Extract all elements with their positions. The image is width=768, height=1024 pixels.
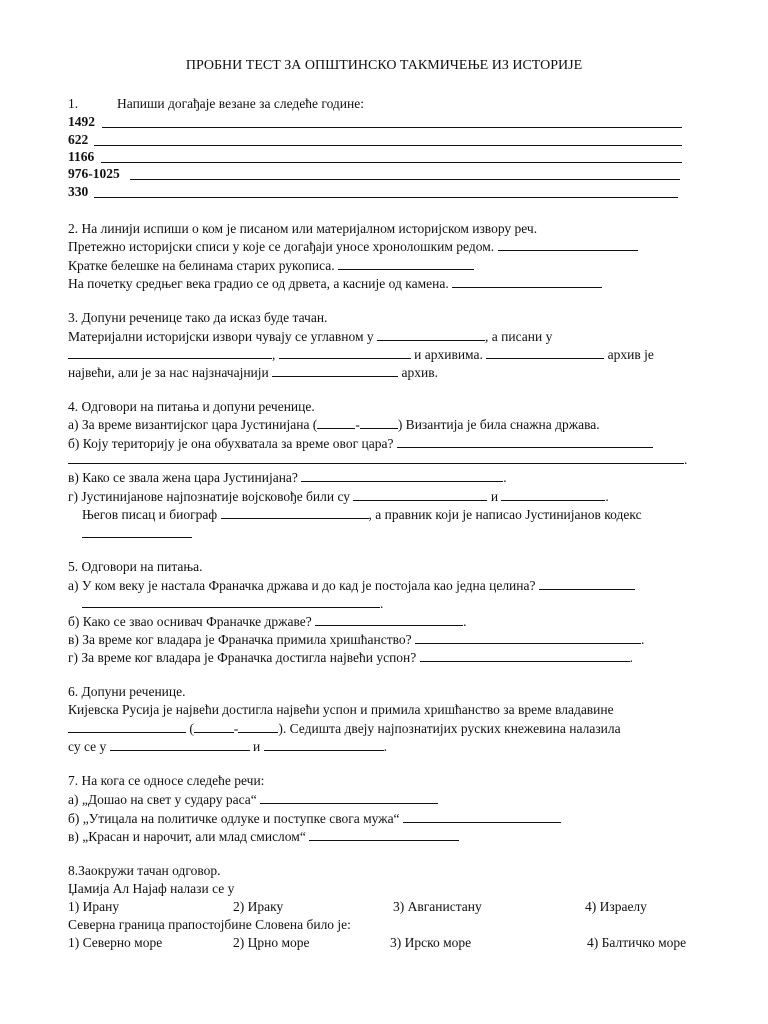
answer-blank[interactable] bbox=[498, 238, 638, 251]
q5-item-b: б) Како се звао оснивач Франачке државе? . bbox=[68, 614, 467, 629]
q3-text: архив је bbox=[607, 347, 654, 362]
answer-blank[interactable] bbox=[264, 738, 384, 751]
option[interactable]: 1) Ирану bbox=[68, 899, 120, 914]
q6-text: и bbox=[252, 739, 261, 754]
answer-line[interactable] bbox=[130, 179, 680, 180]
q6-text: - bbox=[233, 721, 239, 736]
option[interactable]: 1) Северно море bbox=[68, 935, 163, 950]
option[interactable]: 2) Црно море bbox=[233, 935, 310, 950]
q3-line-3 bbox=[68, 364, 438, 381]
q8-question-1: Џамија Ал Најаф налази се у bbox=[68, 881, 235, 896]
answer-blank[interactable] bbox=[420, 649, 630, 662]
answer-blank[interactable] bbox=[82, 595, 380, 608]
answer-blank[interactable] bbox=[486, 346, 604, 359]
q5-heading: 5. Одговори на питања. bbox=[68, 559, 203, 574]
q6-line-3: су се у и . bbox=[68, 739, 387, 754]
q7-text: в) „Красан и нарочит, али млад смислом“ bbox=[68, 829, 306, 844]
q6-line-1: Кијевска Русија је највећи достигла највећи успон и примила хришћанство за време владавине bbox=[68, 702, 614, 717]
answer-blank[interactable] bbox=[238, 720, 278, 733]
answer-blank[interactable] bbox=[317, 416, 355, 429]
q8-question-2: Северна граница прапостојбине Словена било је: bbox=[68, 917, 351, 932]
q6-heading: 6. Допуни реченице. bbox=[68, 684, 186, 699]
q5-item-d: г) За време ког владара је Франачка достигла највећи успон? . bbox=[68, 650, 634, 665]
answer-blank[interactable] bbox=[415, 631, 641, 644]
period: . bbox=[684, 452, 688, 467]
q7-item-c bbox=[68, 828, 459, 845]
year-label: 1166 bbox=[68, 149, 95, 164]
q2-item-text: На почетку средњег века градио се од дрвета, а касније од камена. bbox=[68, 276, 449, 291]
answer-line[interactable] bbox=[68, 463, 684, 464]
q4-text: Његов писац и биограф bbox=[82, 507, 218, 522]
q2-item-text: Претежно историјски списи у које се догађаји уносе хронолошким редом. bbox=[68, 239, 495, 254]
answer-blank[interactable] bbox=[68, 346, 272, 359]
year-label: 622 bbox=[68, 132, 89, 147]
q4-text: ) Византија је била снажна држава. bbox=[397, 417, 600, 432]
q5-item-a bbox=[68, 577, 635, 594]
q3-text: Материјални историјски извори чувају се углавном у bbox=[68, 329, 374, 344]
answer-blank[interactable] bbox=[539, 577, 635, 590]
option[interactable]: 4) Израелу bbox=[585, 899, 647, 914]
q5-text: в) За време ког владара је Франачка примила хришћанство? bbox=[68, 632, 412, 647]
option[interactable]: 3) Ирско море bbox=[390, 935, 472, 950]
answer-blank[interactable] bbox=[452, 275, 602, 288]
q4-item-e-cont bbox=[82, 525, 192, 542]
q6-text: су се у bbox=[68, 739, 107, 754]
q7-item-a bbox=[68, 791, 438, 808]
q3-text: и архивима. bbox=[414, 347, 483, 362]
answer-blank[interactable] bbox=[221, 506, 369, 519]
q5-text: а) У ком веку је настала Франачка држава и до кад је постојала као једна целина? bbox=[68, 578, 536, 593]
q4-text: - bbox=[355, 417, 360, 432]
q4-text: б) Коју територију је она обухватала за време овог цара? bbox=[68, 436, 394, 451]
answer-blank[interactable] bbox=[260, 791, 438, 804]
q3-text: , а писани у bbox=[485, 329, 553, 344]
year-label: 976-1025 bbox=[68, 166, 120, 181]
answer-blank[interactable] bbox=[338, 257, 474, 270]
q2-item-3 bbox=[68, 275, 602, 292]
page-title: ПРОБНИ ТЕСТ ЗА ОПШТИНСКО ТАКМИЧЕЊЕ ИЗ ИСТОРИЈЕ bbox=[185, 58, 583, 73]
q3-text: , bbox=[272, 347, 276, 362]
option[interactable]: 4) Балтичко море bbox=[587, 935, 687, 950]
q2-heading: 2. На линији испиши о ком је писаном или материјалном историјском извору реч. bbox=[68, 221, 538, 236]
answer-blank[interactable] bbox=[403, 810, 561, 823]
answer-blank[interactable] bbox=[360, 416, 398, 429]
q6-line-2 bbox=[68, 720, 621, 737]
q3-line-1 bbox=[68, 328, 552, 345]
q2-item-1 bbox=[68, 238, 638, 255]
q3-heading: 3. Допуни реченице тако да исказ буде тачан. bbox=[68, 310, 328, 325]
q5-text: б) Како се звао оснивач Франачке државе? bbox=[68, 614, 312, 629]
year-label: 1492 bbox=[68, 114, 95, 129]
q5-item-a-cont: . bbox=[82, 595, 383, 612]
q4-item-a bbox=[68, 416, 600, 433]
answer-blank[interactable] bbox=[315, 613, 463, 626]
q2-item-2 bbox=[68, 257, 474, 274]
answer-line[interactable] bbox=[94, 197, 678, 198]
answer-blank[interactable] bbox=[68, 720, 186, 733]
q6-text: ). Седишта двеју најпознатијих руских кнежевина налазила bbox=[278, 721, 621, 736]
q4-text: а) За време византијског цара Јустинијана ( bbox=[68, 417, 318, 432]
q4-heading: 4. Одговори на питања и допуни реченице. bbox=[68, 399, 315, 414]
year-label: 330 bbox=[68, 184, 89, 199]
answer-blank[interactable] bbox=[377, 328, 485, 341]
q7-item-b bbox=[68, 810, 561, 827]
q4-item-d: г) Јустинијанове најпознатије војсковође били су и . bbox=[68, 489, 609, 504]
q3-text: архив. bbox=[401, 365, 438, 380]
q3-text: највећи, али је за нас најзначајнији bbox=[68, 365, 269, 380]
option[interactable]: 3) Авганистану bbox=[393, 899, 482, 914]
q4-item-b bbox=[68, 435, 653, 452]
q4-text: и bbox=[490, 489, 499, 504]
answer-line[interactable] bbox=[94, 145, 682, 146]
q5-item-c: в) За време ког владара је Франачка примила хришћанство? . bbox=[68, 632, 645, 647]
answer-blank[interactable] bbox=[279, 346, 411, 359]
answer-line[interactable] bbox=[102, 127, 682, 128]
q4-text: г) Јустинијанове најпознатије војсковође били су bbox=[68, 489, 351, 504]
q4-item-e bbox=[82, 506, 642, 523]
q1-number: 1. bbox=[68, 96, 79, 111]
q7-heading: 7. На кога се односе следеће речи: bbox=[68, 773, 265, 788]
q7-text: б) „Утицала на политичке одлуке и поступке свога мужа“ bbox=[68, 811, 400, 826]
answer-blank[interactable] bbox=[82, 525, 192, 538]
answer-blank[interactable] bbox=[353, 488, 487, 501]
q8-heading: 8.Заокружи тачан одговор. bbox=[68, 863, 221, 878]
answer-blank[interactable] bbox=[501, 488, 605, 501]
answer-blank[interactable] bbox=[309, 828, 459, 841]
q7-text: а) „Дошао на свет у судару раса“ bbox=[68, 792, 257, 807]
answer-blank[interactable] bbox=[110, 738, 250, 751]
q4-text: , а правник који је написао Јустинијанов кодекс bbox=[368, 507, 642, 522]
q1-text: Напиши догађаје везане за следеће године: bbox=[117, 96, 364, 111]
option[interactable]: 2) Ираку bbox=[233, 899, 284, 914]
answer-blank[interactable] bbox=[397, 435, 653, 448]
q6-text: ( bbox=[189, 721, 194, 736]
answer-blank[interactable] bbox=[272, 364, 398, 377]
answer-line[interactable] bbox=[101, 162, 682, 163]
answer-blank[interactable] bbox=[194, 720, 234, 733]
q5-text: г) За време ког владара је Франачка достигла највећи успон? bbox=[68, 650, 417, 665]
q3-line-2 bbox=[68, 346, 654, 363]
q4-item-c: в) Како се звала жена цара Јустинијана? . bbox=[68, 470, 507, 485]
q2-item-text: Кратке белешке на белинама старих рукописа. bbox=[68, 258, 335, 273]
answer-blank[interactable] bbox=[301, 469, 503, 482]
q4-text: в) Како се звала жена цара Јустинијана? bbox=[68, 470, 298, 485]
